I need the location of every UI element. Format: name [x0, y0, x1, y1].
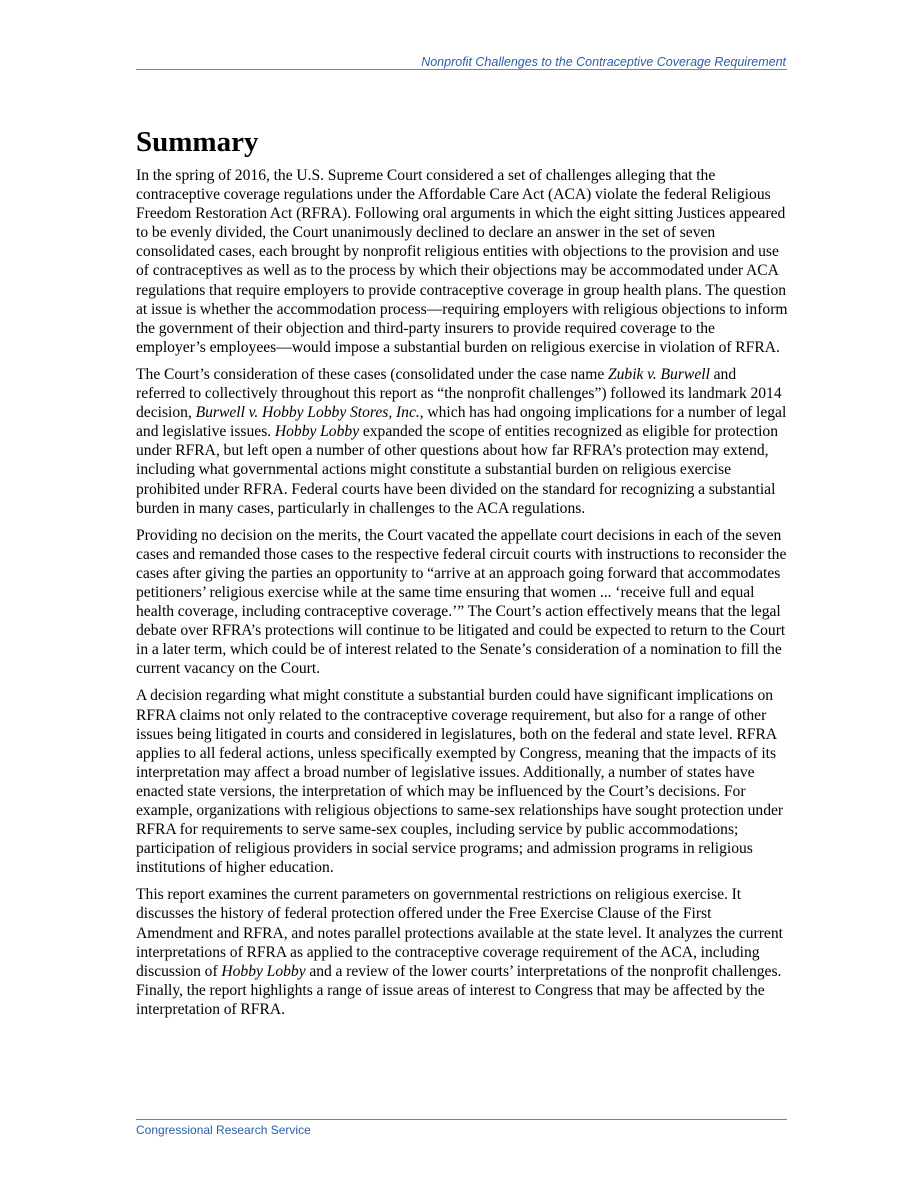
paragraph-text: , which has had ongoing implications for a number of legal and legislative issues. [136, 404, 787, 441]
running-header-title: Nonprofit Challenges to the Contraceptive Coverage Requirement [421, 55, 786, 69]
summary-paragraph-4 [136, 686, 788, 877]
page-title: Summary [136, 126, 259, 158]
paragraph-text: The Court’s consideration of these cases (consolidated under the case name [136, 365, 608, 383]
paragraph-text: and referred to collectively throughout this report as “the nonprofit challenges”) followed its landmark 2014 decision, [136, 365, 782, 422]
paragraph-text: A decision regarding what might constitute a substantial burden could have significant implications on RFRA claims not only related to the contraceptive coverage requirement, but also for a range of other issues being litigated in courts and considered in legislatures, both on the federal and state level. RFRA applies to all federal actions, unless specifically exempted by Congress, meaning that the impacts of its interpretation may affect a broad number of legislative issues. Additionally, a number of states have enacted state versions, the interpretation of which may be influenced by the Court’s decisions. For example, organizations with religious objections to same-sex relationships have sought protection under RFRA for requirements to serve same-sex couples, including service by public accommodations; participation of religious providers in social service programs; and admission programs in religious institutions of higher education. [136, 687, 784, 877]
footer-divider [136, 1119, 787, 1120]
paragraph-text: and a review of the lower courts’ interpretations of the nonprofit challenges. Finally, the report highlights a range of issue areas of interest to Congress that may be affected by the interpretation of RFRA. [136, 962, 782, 1018]
footer-publisher: Congressional Research Service [136, 1123, 311, 1137]
case-name-italic: Zubik v. Burwell [607, 365, 710, 383]
case-name-italic: Burwell v. Hobby Lobby Stores, Inc. [195, 404, 420, 422]
header-divider [136, 69, 787, 70]
summary-paragraph-5 [136, 885, 788, 1019]
paragraph-text: expanded the scope of entities recognized as eligible for protection under RFRA, but left open a number of other questions about how far RFRA’s protection may extend, including what governmental actions might constitute a substantial burden on religious exercise prohibited under RFRA. Federal courts have been divided on the standard for recognizing a substantial burden in many cases, particularly in challenges to the ACA regulations. [136, 423, 778, 517]
paragraph-text: In the spring of 2016, the U.S. Supreme Court considered a set of challenges alleging that the contraceptive coverage regulations under the Affordable Care Act (ACA) violate the federal Religious Freedom Restoration Act (RFRA). Following oral arguments in which the eight sitting Justices appeared to be evenly divided, the Court unanimously declined to declare an answer in the set of seven consolidated cases, each brought by nonprofit religious entities with objections to the provision and use of contraceptives as well as to the process by which their objections may be accommodated under ACA regulations that require employers to provide contraceptive coverage in group health plans. The question at issue is whether the accommodation process—requiring employers with religious objections to inform the government of their objection and third-party insurers to provide required coverage to the employer’s employees—would impose a substantial burden on religious exercise in violation of RFRA. [136, 167, 788, 356]
summary-body [136, 166, 788, 1019]
summary-paragraph-3 [136, 526, 788, 679]
case-name-italic: Hobby Lobby [274, 423, 360, 441]
summary-paragraph-2 [136, 365, 788, 518]
summary-section [136, 124, 788, 1027]
summary-paragraph-1 [136, 166, 788, 357]
paragraph-text: Providing no decision on the merits, the Court vacated the appellate court decisions in each of the seven cases and remanded those cases to the respective federal circuit courts with instructions to reconsider the cases after giving the parties an opportunity to “arrive at an approach going forward that accommodates petitioners’ religious exercise while at the same time ensuring that women ... ‘receive full and equal health coverage, including contraceptive coverage.’” The Court’s action effectively means that the legal debate over RFRA’s protections will continue to be litigated and could be expected to return to the Court in a later term, which could be of interest related to the Senate’s consideration of a nomination to fill the current vacancy on the Court. [136, 526, 787, 678]
case-name-italic: Hobby Lobby [221, 962, 306, 980]
paragraph-text: This report examines the current parameters on governmental restrictions on religious exercise. It discusses the history of federal protection offered under the Free Exercise Clause of the First Amendment and RFRA, and notes parallel protections available at the state level. It analyzes the current interpretations of RFRA as applied to the contraceptive coverage requirement of the ACA, including discussion of [136, 886, 783, 980]
